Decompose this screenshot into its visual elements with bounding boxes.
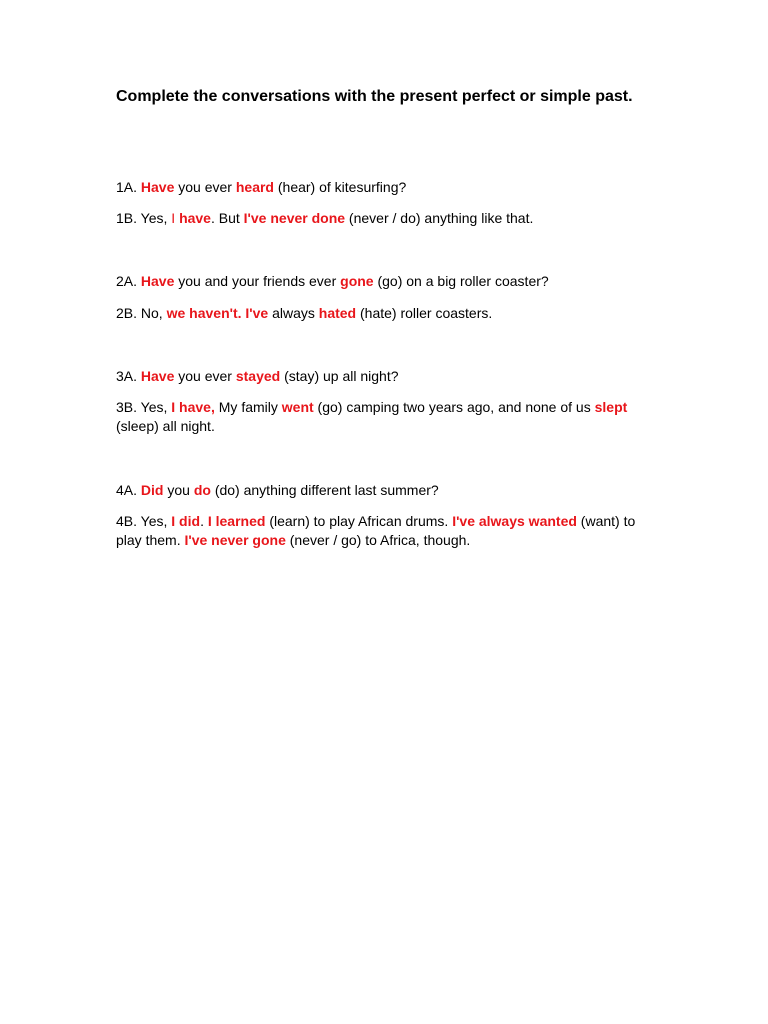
answer-text: I did	[171, 513, 201, 529]
prompt-text: you	[163, 482, 194, 498]
answer-text: I have,	[171, 399, 215, 415]
prompt-text: (never / go) to Africa, though.	[285, 532, 471, 548]
answer-text: I	[171, 210, 180, 226]
answer-text: gone	[340, 273, 374, 289]
line-2b	[116, 304, 656, 323]
page-title: Complete the conversations with the present perfect or simple past.	[116, 88, 633, 105]
prompt-text: 1A.	[116, 179, 141, 195]
answer-text: hated	[318, 305, 357, 321]
prompt-text: 3B. Yes,	[116, 399, 172, 415]
line-3a	[116, 367, 656, 386]
answer-text: I've never done	[243, 210, 346, 226]
line-3b	[116, 398, 656, 436]
prompt-text: 4B. Yes,	[116, 513, 172, 529]
answer-text: Have	[140, 368, 175, 384]
line-4a	[116, 481, 656, 500]
prompt-text: you and your friends ever	[174, 273, 341, 289]
line-4b	[116, 512, 656, 550]
answer-text: Did	[140, 482, 164, 498]
prompt-text: My family	[214, 399, 282, 415]
prompt-text: 1B. Yes,	[116, 210, 172, 226]
prompt-text: (hear) of kitesurfing?	[273, 179, 407, 195]
answer-text: slept	[594, 399, 628, 415]
answer-text: I've always wanted	[452, 513, 577, 529]
answer-text: Have	[140, 273, 175, 289]
answer-text: stayed	[235, 368, 281, 384]
prompt-text: 2B. No,	[116, 305, 167, 321]
prompt-text: 3A.	[116, 368, 141, 384]
answer-text: Have	[140, 179, 175, 195]
line-2a	[116, 272, 656, 291]
line-1a	[116, 178, 656, 197]
answer-text: do	[193, 482, 211, 498]
prompt-text: 2A.	[116, 273, 141, 289]
answer-text: I've never gone	[184, 532, 286, 548]
prompt-text: (do) anything different last summer?	[210, 482, 439, 498]
prompt-text: (stay) up all night?	[280, 368, 399, 384]
prompt-text: (learn) to play African drums.	[265, 513, 453, 529]
line-1b	[116, 209, 656, 228]
prompt-text: (go) on a big roller coaster?	[373, 273, 549, 289]
prompt-text: (hate) roller coasters.	[356, 305, 493, 321]
answer-text: went	[281, 399, 314, 415]
answer-text: we haven't. I've	[166, 305, 269, 321]
prompt-text: . But	[210, 210, 244, 226]
answer-text: I learned	[207, 513, 266, 529]
prompt-text: (want) to play them.	[116, 513, 636, 548]
prompt-text: you ever	[174, 179, 236, 195]
prompt-text: (never / do) anything like that.	[345, 210, 534, 226]
answer-text: have	[179, 210, 211, 226]
answer-text: heard	[235, 179, 274, 195]
prompt-text: you ever	[174, 368, 236, 384]
prompt-text: 4A.	[116, 482, 141, 498]
prompt-text: .	[200, 513, 208, 529]
prompt-text: always	[268, 305, 319, 321]
prompt-text: (sleep) all night.	[116, 418, 215, 434]
prompt-text: (go) camping two years ago, and none of us	[313, 399, 595, 415]
